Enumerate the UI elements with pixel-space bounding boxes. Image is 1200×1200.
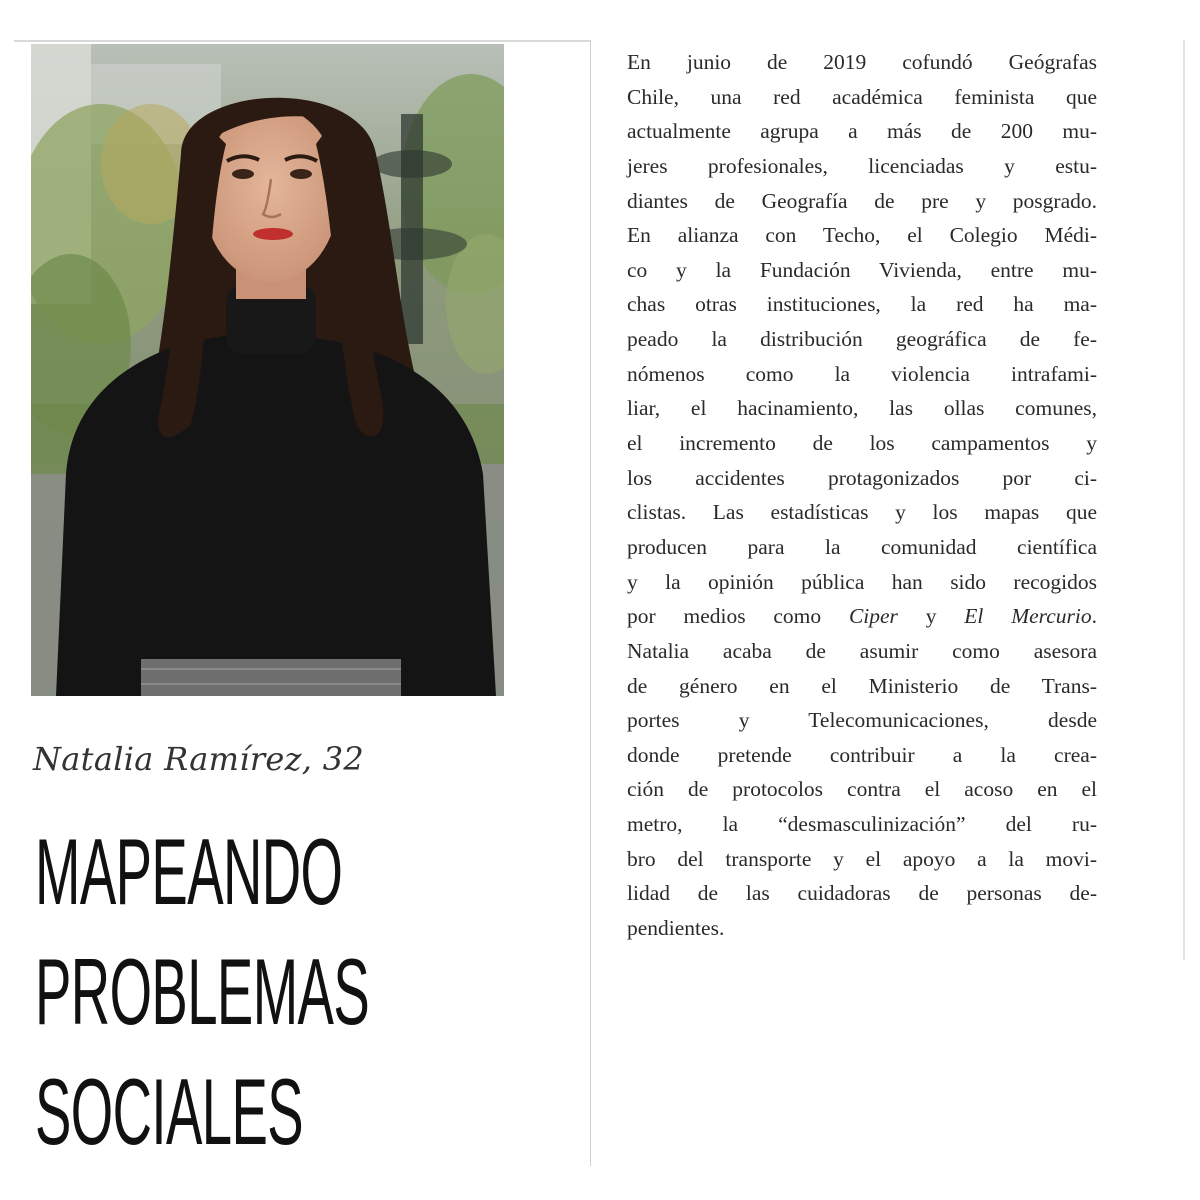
byline: Natalia Ramírez, 32 (33, 740, 365, 778)
article-line: metro, la “desmasculinización” del ru- (627, 812, 1097, 837)
article-line: lidad de las cuidadoras de personas de- (627, 881, 1097, 906)
article-line: peado la distribución geográfica de fe- (627, 327, 1097, 352)
article-line: nómenos como la violencia intrafami- (627, 361, 1097, 386)
media-name-el-mercurio: El Mercurio (964, 604, 1092, 629)
article-line: de género en el Ministerio de Trans- (627, 673, 1097, 698)
article-line: los accidentes protagonizados por ci- (627, 465, 1097, 490)
article-body (627, 48, 1097, 949)
article-line: y la opinión pública han sido recogidos (627, 569, 1097, 594)
headline (35, 812, 611, 1172)
article-line: ción de protocolos contra el acoso en el (627, 777, 1097, 802)
media-line-prefix: por medios como (627, 604, 849, 629)
article-line: clistas. Las estadísticas y los mapas que (627, 500, 1097, 525)
top-rule (14, 40, 590, 42)
article-line: En alianza con Techo, el Colegio Médi- (627, 223, 1097, 248)
portrait-photo (31, 44, 504, 696)
article-line: Natalia acaba de asumir como asesora (627, 638, 1097, 663)
article-line: En junio de 2019 cofundó Geógrafas (627, 50, 1097, 74)
headline-line: MAPEANDO (35, 819, 343, 924)
article-line: co y la Fundación Vivienda, entre mu- (627, 257, 1097, 282)
article-line: chas otras instituciones, la red ha ma- (627, 292, 1097, 317)
article-line-last: pendientes. (627, 916, 725, 941)
article-line: actualmente agrupa a más de 200 mu- (627, 119, 1097, 144)
headline-line: SOCIALES (35, 1059, 304, 1164)
article-line: jeres profesionales, licenciadas y estu- (627, 153, 1097, 178)
right-eye (290, 169, 312, 179)
media-line-connector: y (897, 604, 965, 629)
lips (253, 228, 293, 240)
article-line: bro del transporte y el apoyo a la movi- (627, 846, 1097, 871)
article-line: producen para la comunidad científica (627, 534, 1097, 559)
article-line: diantes de Geografía de pre y posgrado. (627, 188, 1097, 213)
portrait-illustration (31, 44, 504, 696)
article-line: donde pretende contribuir a la crea- (627, 742, 1097, 767)
face (203, 106, 339, 282)
sweater (56, 329, 496, 696)
left-eye (232, 169, 254, 179)
media-line-suffix: . (1091, 604, 1097, 629)
right-edge-rule (1183, 40, 1185, 960)
article-line: liar, el hacinamiento, las ollas comunes, (627, 396, 1097, 421)
article-line: portes y Telecomunicaciones, desde (627, 708, 1097, 733)
article-line: el incremento de los campamentos y (627, 431, 1097, 456)
trousers (141, 659, 401, 696)
article-line: Chile, una red académica feminista que (627, 84, 1097, 109)
media-name-ciper: Ciper (848, 604, 898, 629)
article-line-media (627, 602, 1097, 637)
headline-line: PROBLEMAS (35, 939, 370, 1044)
